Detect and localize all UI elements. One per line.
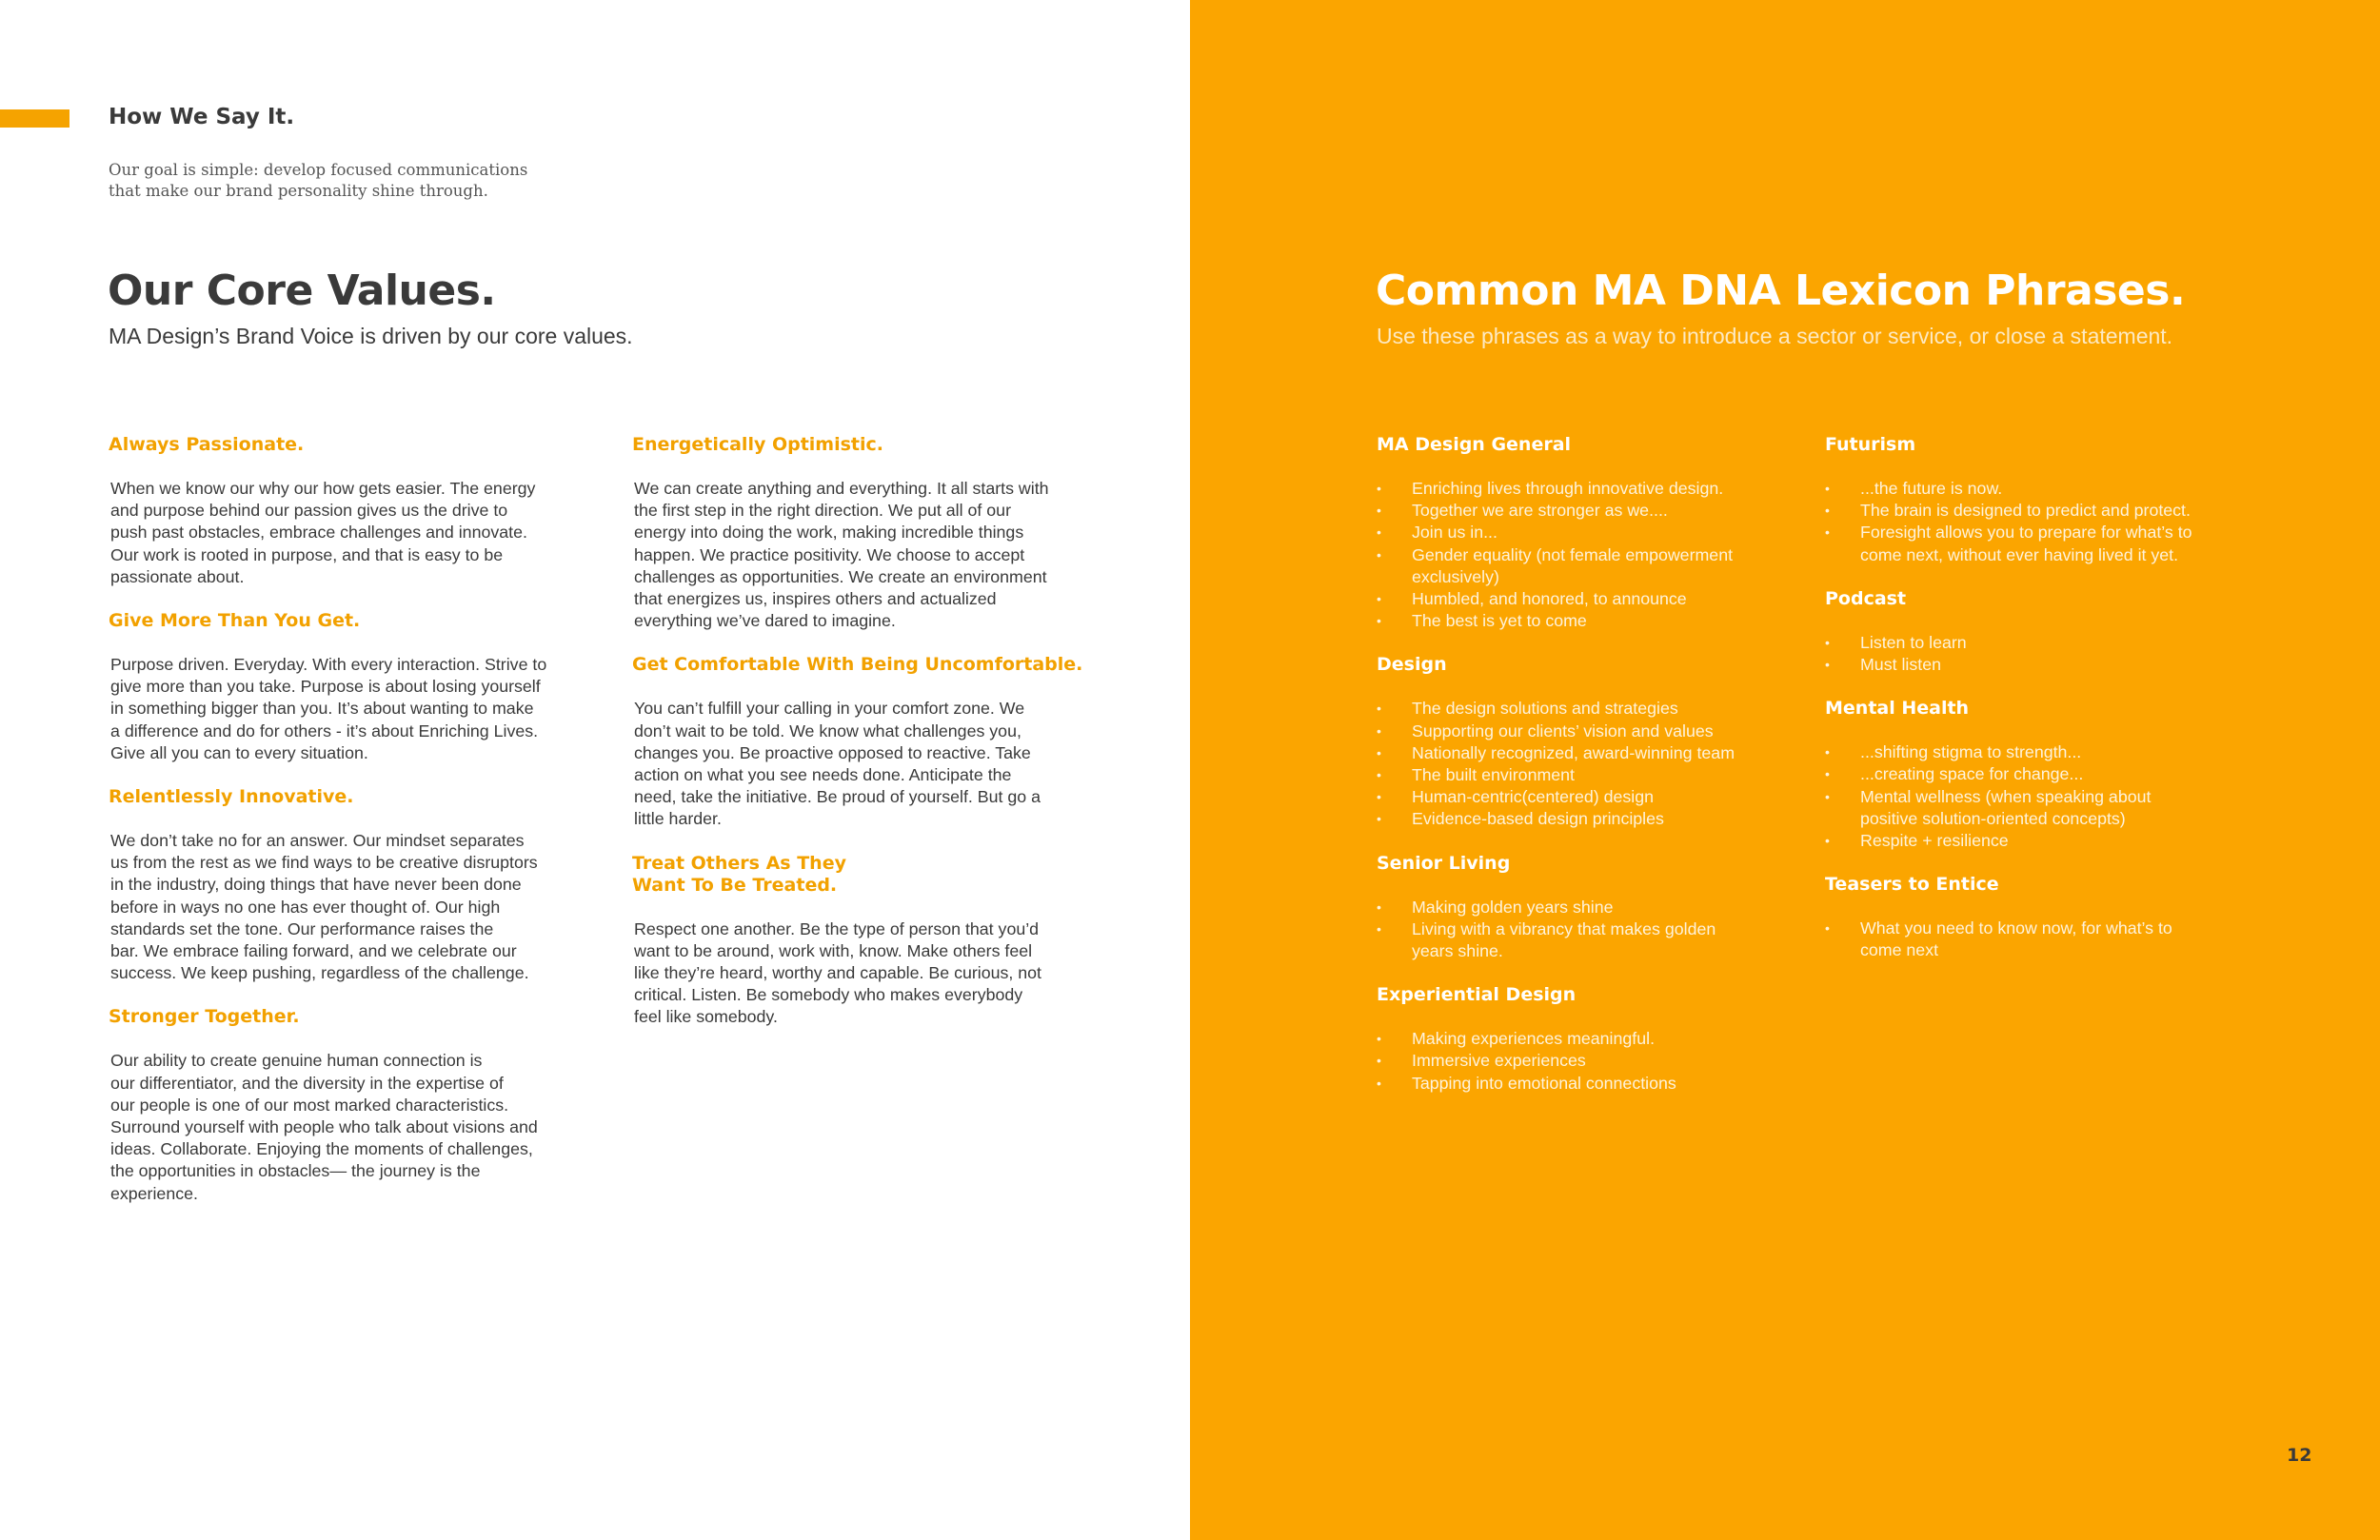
core-values-column-2 (632, 434, 1108, 1051)
value-heading: Treat Others As They Want To Be Treated. (632, 852, 846, 896)
list-item: • ...creating space for change... (1825, 763, 2244, 785)
list-item: • Humbled, and honored, to announce (1377, 588, 1795, 610)
section-label: How We Say It. (109, 105, 295, 129)
value-heading: Always Passionate. (109, 434, 305, 455)
value-text: Our ability to create genuine human connection is our differentiator, and the diversity in the expertise of our people is one of our most marked characteristics. Surround yourself with people who talk about visions and ideas. Collaborate. Enjoying the moments of challenges, the opportunities in obstacles— the journey is the experience. (110, 1051, 538, 1203)
list-item: • What you need to know now, for what’s to come next (1825, 918, 2244, 961)
list-item: • Together we are stronger as we.... (1377, 500, 1795, 522)
list-item: • Supporting our clients’ vision and values (1377, 721, 1795, 742)
value-text: Respect one another. Be the type of person that you’d want to be around, work with, know. Make others feel like they’re heard, worthy and capable. Be curious, not critical. Listen. Be somebody who makes everybody feel like somebody. (634, 918, 1041, 1027)
list-item: • Making golden years shine (1377, 897, 1795, 918)
list-item: • Gender equality (not female empowerment exclusively) (1377, 544, 1795, 588)
lexicon-heading: Experiential Design (1377, 984, 1577, 1006)
value-heading: Get Comfortable With Being Uncomfortable. (632, 654, 1083, 676)
value-heading: Relentlessly Innovative. (109, 786, 354, 808)
intro-line-1: Our goal is simple: develop focused communications (109, 161, 528, 179)
lexicon-list (1825, 478, 2244, 566)
list-item: • The built environment (1377, 764, 1795, 786)
value-text: We don’t take no for an answer. Our mindset separates us from the rest as we find ways to be creative disruptors in the industry, doing things that have never been done before in ways no one has ever thought of. Our high standards set the tone. Our performance raises the bar. We embrace failing forward, and we celebrate our success. We keep pushing, regardless of the challenge. (110, 831, 538, 983)
list-item: • Tapping into emotional connections (1377, 1073, 1795, 1095)
lexicon-list (1377, 1028, 1795, 1095)
list-item: • Making experiences meaningful. (1377, 1028, 1795, 1050)
lexicon-column-1 (1377, 434, 1795, 1116)
list-item: • Join us in... (1377, 522, 1795, 543)
value-text: You can’t fulfill your calling in your comfort zone. We don’t wait to be told. We know what challenges you, changes you. Be proactive opposed to reactive. Take action on what you see needs done. Anticipate the need, take the initiative. Be proud of yourself. But go a little harder. (634, 699, 1041, 829)
list-item: • Immersive experiences (1377, 1050, 1795, 1072)
core-values-subtitle: MA Design’s Brand Voice is driven by our core values. (109, 324, 633, 348)
list-item: • Listen to learn (1825, 632, 2244, 654)
list-item: • Evidence-based design principles (1377, 808, 1795, 830)
value-text: We can create anything and everything. It all starts with the first step in the right direction. We put all of our energy into doing the work, making incredible things happen. We practice positivity. We choose to accept challenges as opportunities. We create an environment that energizes us, inspires others and actualized everything we’ve dared to imagine. (634, 479, 1049, 631)
value-heading: Energetically Optimistic. (632, 434, 883, 455)
value-text: When we know our why our how gets easier. The energy and purpose behind our passion gives us the drive to push past obstacles, embrace challenges and innovate. Our work is rooted in purpose, and that is easy to be passionate about. (110, 479, 536, 586)
list-item: • The design solutions and strategies (1377, 698, 1795, 720)
lexicon-heading: Podcast (1825, 587, 1907, 609)
core-values-title: Our Core Values. (108, 267, 496, 315)
list-item: • The best is yet to come (1377, 610, 1795, 632)
section-accent-tab (0, 109, 69, 128)
value-heading: Stronger Together. (109, 1006, 300, 1028)
list-item: • Enriching lives through innovative design. (1377, 478, 1795, 500)
list-item: • Nationally recognized, award-winning team (1377, 742, 1795, 764)
page-number: 12 (2287, 1445, 2312, 1466)
list-item: • Human-centric(centered) design (1377, 786, 1795, 808)
list-item: • Living with a vibrancy that makes golden years shine. (1377, 918, 1795, 962)
lexicon-list (1377, 478, 1795, 632)
lexicon-heading: MA Design General (1377, 434, 1572, 455)
list-item: • Respite + resilience (1825, 830, 2244, 852)
core-values-column-1 (109, 434, 585, 1227)
lexicon-column-2 (1825, 434, 2244, 984)
lexicon-list (1825, 741, 2244, 852)
lexicon-heading: Mental Health (1825, 698, 1970, 720)
lexicon-heading: Teasers to Entice (1825, 874, 1999, 896)
list-item: • Must listen (1825, 654, 2244, 676)
lexicon-list (1825, 918, 2244, 961)
lexicon-heading: Futurism (1825, 434, 1916, 455)
list-item: • ...the future is now. (1825, 478, 2244, 500)
lexicon-title: Common MA DNA Lexicon Phrases. (1376, 267, 2186, 315)
lexicon-subtitle: Use these phrases as a way to introduce a sector or service, or close a statement. (1377, 324, 2173, 348)
value-text: Purpose driven. Everyday. With every interaction. Strive to give more than you take. Purpose is about losing yourself in something bigger than you. It’s about wanting to make a difference and do for others - it’s about Enriching Lives. Give all you can to every situation. (110, 655, 547, 762)
lexicon-heading: Design (1377, 654, 1447, 676)
intro-line-2: that make our brand personality shine through. (109, 182, 488, 200)
list-item: • The brain is designed to predict and protect. (1825, 500, 2244, 522)
list-item: • ...shifting stigma to strength... (1825, 741, 2244, 763)
list-item: • Foresight allows you to prepare for what’s to come next, without ever having lived it yet. (1825, 522, 2244, 565)
lexicon-list (1825, 632, 2244, 676)
lexicon-heading: Senior Living (1377, 852, 1511, 874)
list-item: • Mental wellness (when speaking about positive solution-oriented concepts) (1825, 786, 2244, 830)
value-heading: Give More Than You Get. (109, 610, 361, 632)
lexicon-list (1377, 897, 1795, 963)
lexicon-list (1377, 698, 1795, 830)
